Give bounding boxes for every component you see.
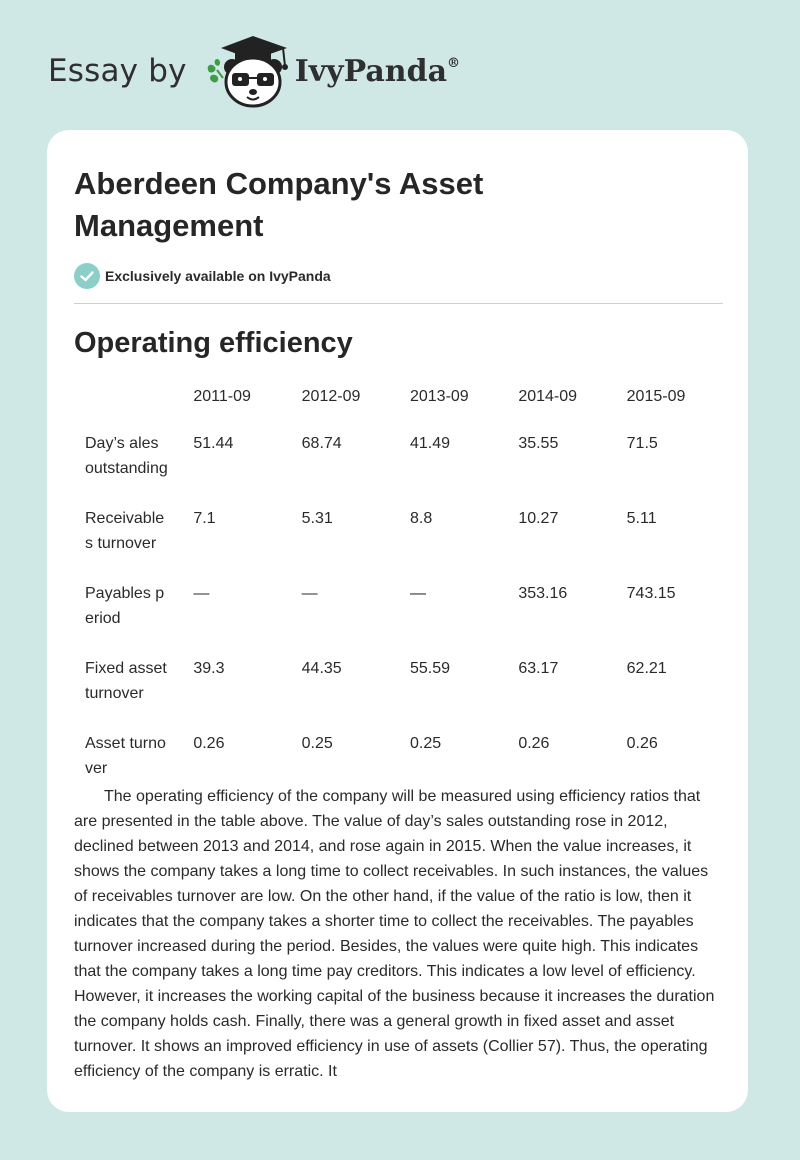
exclusive-badge-text: Exclusively available on IvyPanda [105,268,331,284]
table-cell: 0.26 [626,735,658,752]
table-row [74,498,724,573]
row-label: Day’s ales outstanding [85,435,168,477]
title-divider [74,303,723,304]
table-cell: — [193,585,210,602]
article-card [47,130,748,1112]
table-cell: 39.3 [193,660,225,677]
exclusive-badge [74,263,331,289]
table-cell: 63.17 [518,660,559,677]
table-cell: 44.35 [301,660,342,677]
table-cell: 51.44 [193,435,234,452]
table-row [74,648,724,723]
brand-header[interactable] [48,34,460,108]
table-row [74,423,724,498]
row-label: Payables period [85,585,165,627]
table-cell: 0.26 [518,735,550,752]
table-cell: 8.8 [409,510,433,527]
registered-mark: ® [447,55,461,71]
brand-name: IvyPanda® [294,53,461,89]
table-cell: 5.11 [626,510,657,527]
table-header-cell: 2014-09 [518,388,578,405]
efficiency-ratios-table [74,376,724,798]
row-label: Asset turnover [85,735,166,777]
table-cell: 0.25 [301,735,333,752]
table-cell: 7.1 [193,510,216,527]
table-cell: 35.55 [518,435,559,452]
row-label: Fixed asset turnover [85,660,167,702]
essay-by-label: Essay by [48,53,187,89]
body-paragraph: The operating efficiency of the company will be measured using efficiency ratios that are presented in the table above. The value of day’s sales outstanding rose in 2012, declined between 2013 and 2014, and rose again in 2015. When the value increases, it shows the company takes a long time to collect receivables. In such instances, the values of receivables turnover are low. On the other hand, if the value of the ratio is low, then it indicates that the company takes a shorter time to collect the receivables. The payables turnover increased during the period. Besides, the values were quite high. This indicates that the company takes a long time pay creditors. This indicates a low level of efficiency. However, it increases the working capital of the business because it increases the duration the company holds cash. Finally, there was a general growth in fixed asset and asset turnover. It shows an improved efficiency in use of assets (Collier 57). Thus, the operating efficiency of the company is erratic. It [74,788,715,1080]
table-header-cell: 2012-09 [301,388,361,405]
check-circle-icon [74,263,100,289]
table-cell: 353.16 [518,585,568,602]
table-header-cell: 2015-09 [626,388,686,405]
table-cell: 71.5 [626,435,658,452]
table-cell: 0.25 [409,735,442,752]
table-header-cell: 2011-09 [193,388,251,405]
table-cell: 55.59 [409,660,451,677]
table-cell: 68.74 [301,435,342,452]
section-heading: Operating efficiency [74,327,353,359]
table-cell: 10.27 [518,510,559,527]
table-header-cell [74,376,182,423]
table-cell: 743.15 [626,585,676,602]
table-row [74,573,724,648]
panda-graduate-logo-icon [205,34,293,108]
table-cell: 5.31 [301,510,333,527]
table-header-row [74,376,724,423]
row-label: Receivables turnover [85,510,165,552]
table-cell: 62.21 [626,660,667,677]
table-cell: — [409,585,426,602]
table-cell: 41.49 [409,435,451,452]
table-cell: 0.26 [193,735,225,752]
article-title: Aberdeen Company's Asset Management [74,166,484,243]
table-header-cell: 2013-09 [409,388,469,405]
table-cell: — [301,585,318,602]
